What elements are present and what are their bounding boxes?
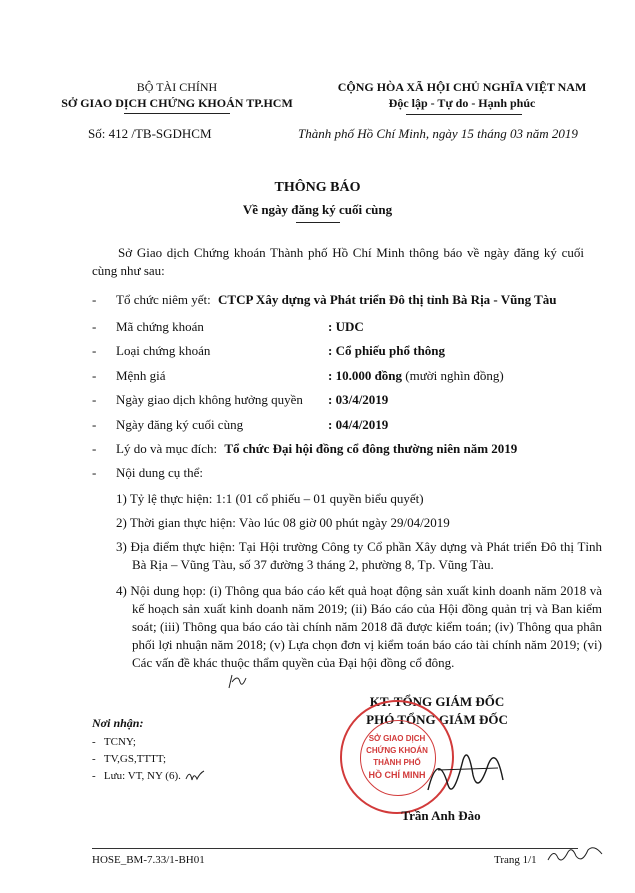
- item-stock-code: - Mã chứng khoán : UDC: [92, 319, 364, 334]
- exchange-name: SỞ GIAO DỊCH CHỨNG KHOÁN TP.HCM: [61, 96, 293, 110]
- recipients-heading: Nơi nhận:: [92, 716, 144, 730]
- signature-title-2: PHÓ TỔNG GIÁM ĐỐC: [366, 712, 508, 727]
- recipient-item: - TV,GS,TTTT;: [92, 753, 167, 765]
- stamp-text-4: HỒ CHÍ MINH: [368, 770, 426, 780]
- item-label: Ngày đăng ký cuối cùng: [116, 417, 244, 432]
- stamp-text-1: SỞ GIAO DỊCH: [368, 734, 426, 743]
- item-value: : 10.000 đồng: [328, 368, 403, 383]
- republic-name: CỘNG HÒA XÃ HỘI CHỦ NGHĨA VIỆT NAM: [337, 80, 587, 94]
- item-value: : 04/4/2019: [328, 417, 389, 432]
- handwritten-signature: [418, 730, 518, 810]
- header-right-divider: [406, 114, 522, 115]
- detail-ratio: 1) Tỷ lệ thực hiện: 1:1 (01 cổ phiếu – 01 quyền biểu quyết): [116, 491, 424, 506]
- initials-mark: [184, 769, 206, 783]
- item-listed-org: - Tổ chức niêm yết: CTCP Xây dựng và Phát triển Đô thị tỉnh Bà Rịa - Vũng Tàu: [92, 292, 557, 307]
- detail-agenda: 4) Nội dung họp: (i) Thông qua báo cáo kết quả hoạt động sản xuất kinh doanh năm 2018 và kế hoạch sản xuất kinh doanh năm 2019; (ii) Báo cáo của Hội đồng quản trị và Ban kiểm soát; (iii) Thông qua báo cáo tài chính năm 2018 đã được kiểm toán; (iv) Thông qua phân phối lợi nhuận năm 2018; (v) Lựa chọn đơn vị kiểm toán báo cáo tài chính năm 2019; (vi) Các vấn đề khác thuộc thẩm quyền của Đại hội đồng cổ đông.: [116, 583, 602, 670]
- item-label: Mệnh giá: [116, 368, 166, 383]
- date-line: Thành phố Hồ Chí Minh, ngày 15 tháng 03 năm 2019: [298, 126, 578, 141]
- item-content: - Nội dung cụ thể:: [92, 465, 204, 480]
- item-value: CTCP Xây dựng và Phát triển Đô thị tỉnh Bà Rịa - Vũng Tàu: [218, 292, 557, 307]
- title-divider: [296, 222, 340, 223]
- item-label: Tổ chức niêm yết:: [116, 292, 211, 307]
- item-label: Ngày giao dịch không hưởng quyền: [116, 392, 303, 407]
- form-code: HOSE_BM-7.33/1-BH01: [92, 854, 205, 866]
- document-subtitle: Về ngày đăng ký cuối cùng: [242, 202, 393, 217]
- signature-title-1: KT. TỔNG GIÁM ĐỐC: [369, 694, 505, 709]
- recipient-item: - TCNY;: [92, 736, 136, 748]
- footer-initials: [544, 842, 608, 868]
- item-ex-right-date: - Ngày giao dịch không hưởng quyền : 03/4/2019: [92, 392, 389, 407]
- intro-paragraph: Sở Giao dịch Chứng khoán Thành phố Hồ Chí Minh thông báo về ngày đăng ký cuối cùng như sau:: [92, 245, 584, 278]
- item-label: Lý do và mục đích:: [116, 441, 218, 456]
- signer-name: Trần Anh Đào: [401, 808, 481, 823]
- page-number: Trang 1/1: [494, 854, 537, 866]
- item-label: Loại chứng khoán: [116, 343, 211, 358]
- footer-divider: [92, 848, 578, 849]
- national-motto: Độc lập - Tự do - Hạnh phúc: [388, 96, 536, 110]
- document-title: THÔNG BÁO: [274, 180, 361, 195]
- item-label: Mã chứng khoán: [116, 319, 204, 334]
- ministry-name: BỘ TÀI CHÍNH: [136, 80, 218, 94]
- detail-time: 2) Thời gian thực hiện: Vào lúc 08 giờ 00 phút ngày 29/04/2019: [116, 515, 450, 530]
- item-value: : 03/4/2019: [328, 392, 389, 407]
- margin-initial-mark: [226, 672, 248, 692]
- recipients-list: [92, 734, 206, 785]
- item-record-date: - Ngày đăng ký cuối cùng : 04/4/2019: [92, 417, 389, 432]
- recipient-item: - Lưu: VT, NY (6).: [92, 768, 206, 785]
- item-value: : Cổ phiếu phổ thông: [328, 343, 446, 358]
- item-par-value: - Mệnh giá : 10.000 đồng (mười nghìn đồng): [92, 368, 504, 383]
- item-value: : UDC: [328, 319, 364, 334]
- header-left-divider: [124, 113, 230, 114]
- doc-number: Số: 412 /TB-SGDHCM: [88, 126, 212, 141]
- item-value-note: (mười nghìn đồng): [402, 368, 504, 383]
- item-purpose: - Lý do và mục đích: Tổ chức Đại hội đồng cổ đông thường niên năm 2019: [92, 441, 518, 456]
- stamp-text-3: THÀNH PHỐ: [373, 758, 421, 767]
- stamp-text-2: CHỨNG KHOÁN: [366, 746, 428, 755]
- item-value: Tổ chức Đại hội đồng cổ đông thường niên năm 2019: [224, 441, 518, 456]
- item-stock-type: - Loại chứng khoán : Cổ phiếu phổ thông: [92, 343, 446, 358]
- detail-location: 3) Địa điểm thực hiện: Tại Hội trường Công ty Cổ phần Xây dựng và Phát triển Đô thị Tỉnh Bà Rịa – Vũng Tàu, số 37 đường 3 tháng 2, phường 8, Tp. Vũng Tàu.: [116, 539, 602, 572]
- item-label: Nội dung cụ thể:: [116, 465, 204, 480]
